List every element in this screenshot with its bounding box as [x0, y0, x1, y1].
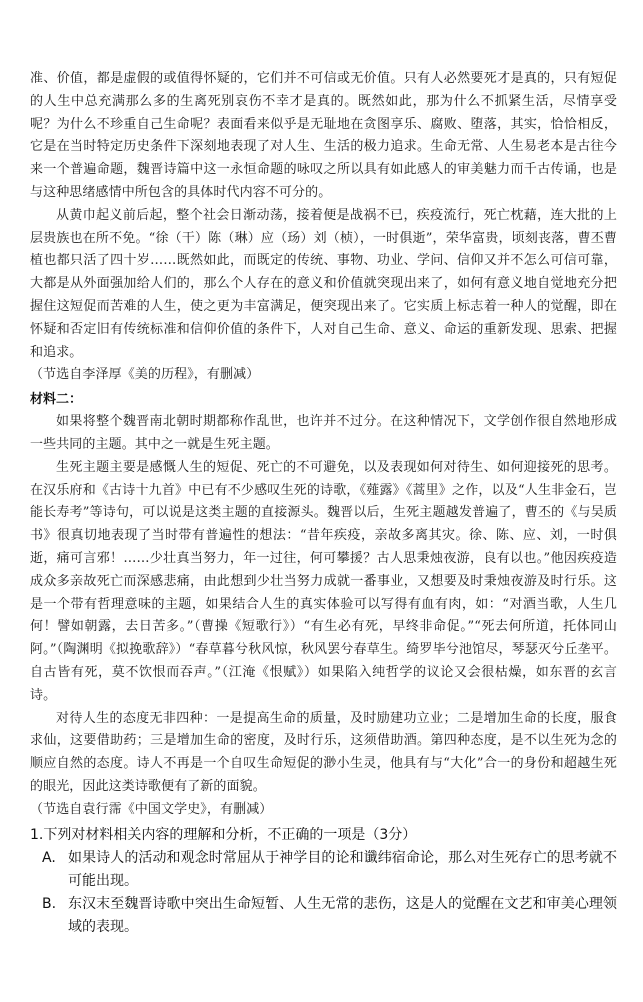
material-one-tail-paragraph: 准、价值，都是虚假的或值得怀疑的，它们并不可信或无价值。只有人必然要死才是真的，只有短促的人生中总充满那么多的生离死别哀伤不幸才是真的。既然如此，那为什么不抓紧生活，尽情享受呢？为什么不珍重自己生命呢？表面看来似乎是无耻地在贪图享乐、腐败、堕落，其实，恰恰相反，它是在当时特定历史条件下深刻地表现了对人生、生活的极力追求。生命无常、人生易老本是古往今来一个普遍命题，魏晋诗篇中这一永恒命题的咏叹之所以具有如此感人的审美魅力而千古传诵，也是与这种思绪感情中所包含的具体时代内容不可分的。	[30, 71, 617, 200]
option-text: 如果诗人的活动和观念时常屈从于神学目的论和谶纬宿命论，那么对生死存亡的思考就不可能出现。	[68, 849, 617, 889]
material-one-paragraph-2: 从黄巾起义前后起，整个社会日渐动荡，接着便是战祸不已，疾疫流行，死亡枕藉，连大批的上层贵族也在所不免。“徐（干）陈（琳）应（玚）刘（桢），一时俱逝”，荣华富贵，顷刻丧落，曹丕曹植也都只活了四十岁……既然如此，而既定的传统、事物、功业、学问、信仰又并不怎么可信可靠，大都是从外面强加给人们的，那么个人存在的意义和价值就突现出来了，如何有意义地自觉地充分把握住这短促而苦难的人生，使之更为丰富满足，便突现出来了。它实质上标志着一种人的觉醒，即在怀疑和否定旧有传统标准和信仰价值的条件下，人对自己生命、意义、命运的重新发现、思索、把握和追求。	[30, 207, 617, 360]
material-two-heading: 材料二：	[30, 392, 83, 408]
material-two-paragraph-3: 对待人生的态度无非四种：一是提高生命的质量，及时励建功立业；二是增加生命的长度，服食求仙，这要借助药；三是增加生命的密度，及时行乐，这须借助酒。第四种态度，是不以生死为念的顺应自然的态度。诗人不再是一个自叹生命短促的渺小生灵，他具有与“大化”合一的身份和超越生死的眼光，因此这类诗歌便有了新的面貌。	[30, 710, 617, 794]
material-two-section	[30, 411, 617, 821]
material-one-source: （节选自李泽厚《美的历程》，有删减）	[30, 367, 260, 383]
material-two-paragraph-1: 如果将整个魏晋南北朝时期都称作乱世，也许并不过分。在这种情况下，文学创作很自然地形成一些共同的主题。其中之一就是生死主题。	[30, 414, 617, 452]
material-two-paragraph-2: 生死主题主要是感慨人生的短促、死亡的不可避免，以及表现如何对待生、如何迎接死的思考。在汉乐府和《古诗十九首》中已有不少感叹生死的诗歌，《薤露》《蒿里》之作，以及“人生非金石，岂能长寿考”等诗句，可以说是这类主题的直接源头。魏晋以后，生死主题越发普遍了，曹丕的《与吴质书》很真切地表现了当时带有普遍性的想法：“昔年疾疫，亲故多离其灾。徐、陈、应、刘，一时俱逝，痛可言邪！……少壮真当努力，年一过往，何可攀援？古人思秉烛夜游，良有以也。”他因疾疫造成众多亲故死亡而深感悲痛，由此想到少壮当努力成就一番事业，又想要及时秉烛夜游及时行乐。这是一个带有哲理意味的主题，如果结合人生的真实体验可以写得有血有肉，如：“对酒当歌，人生几何！譬如朝露，去日苦多。”（曹操《短歌行》）“有生必有死，早终非命促。”“死去何所道，托体同山阿。”（陶渊明《拟挽歌辞》）“春草暮兮秋风惊，秋风罢兮春草生。绮罗毕兮池馆尽，琴瑟灭兮丘垄平。自古皆有死，莫不饮恨而吞声。”（江淹《恨赋》）如果陷入纯哲学的议论又会很枯燥，如东晋的玄言诗。	[30, 459, 617, 703]
question-1-option-b	[30, 893, 617, 939]
option-letter: A.	[42, 849, 56, 866]
material-two-source: （节选自袁行霈《中国文学史》，有删减）	[30, 801, 273, 817]
question-1-option-a	[30, 847, 617, 893]
material-one-section	[30, 68, 617, 387]
question-1	[30, 824, 617, 939]
question-1-stem: 1.下列对材料相关内容的理解和分析，不正确的一项是（3分）	[30, 826, 417, 843]
option-letter: B.	[42, 895, 57, 912]
option-text: 东汉末至魏晋诗歌中突出生命短暂、人生无常的悲伤，这是人的觉醒在文艺和审美心理领域的表现。	[68, 895, 617, 935]
